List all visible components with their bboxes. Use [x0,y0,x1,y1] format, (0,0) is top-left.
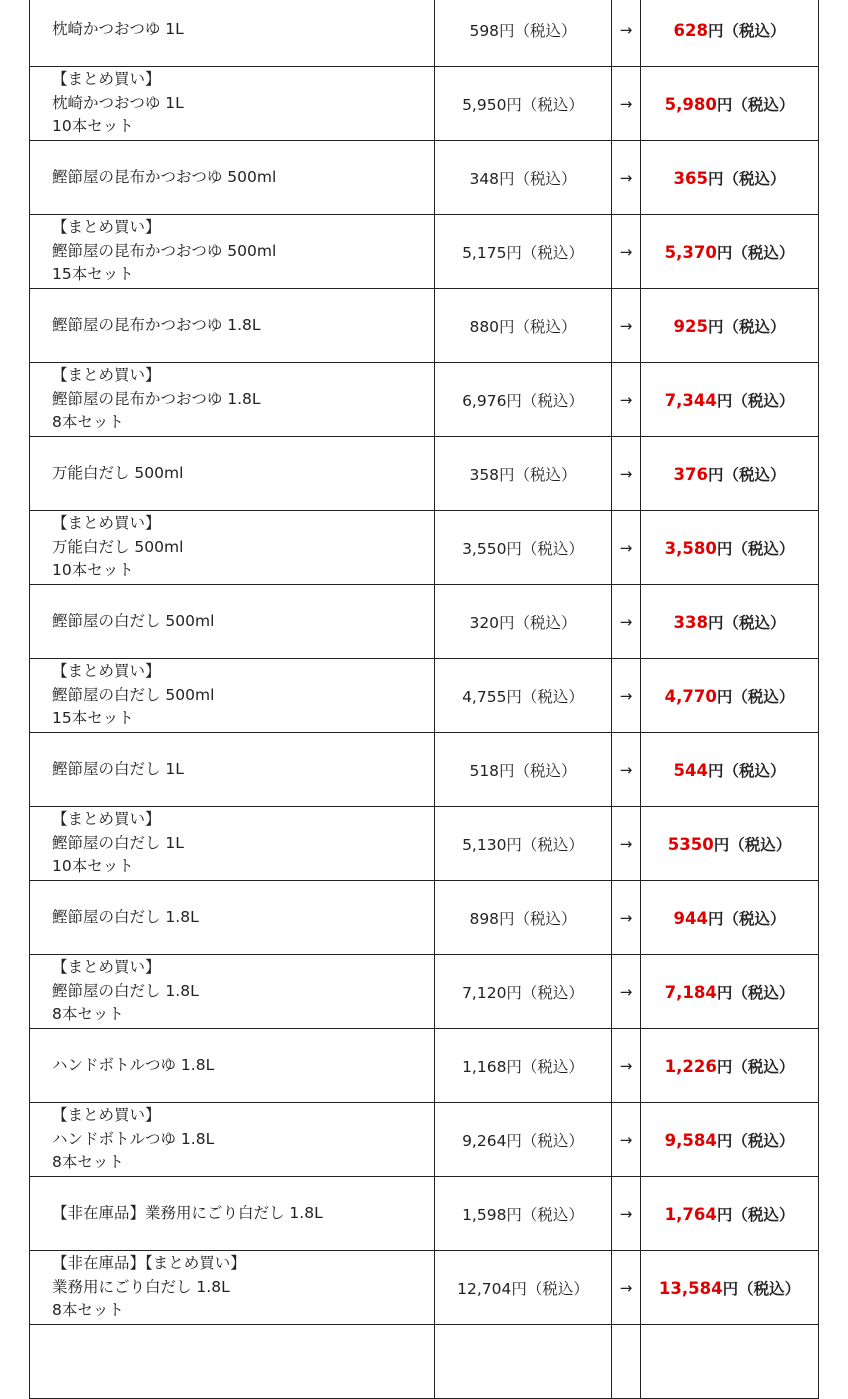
table-row [30,1103,819,1177]
old-price-cell [435,807,612,881]
product-name-line: 【まとめ買い】 [52,218,161,237]
product-name-line: 10本セット [52,561,134,580]
new-price-unit: 円（税込） [707,465,786,484]
table-row [30,1325,819,1399]
old-price: 9,264円（税込） [462,1131,584,1150]
new-price-cell [641,1325,819,1399]
product-name-line: 鰹節屋の昆布かつおつゆ 500ml [52,241,277,260]
new-price-cell [641,1103,819,1177]
old-price-cell [435,955,612,1029]
product-name-cell [30,0,435,67]
old-price: 358円（税込） [469,465,577,484]
new-price-cell [641,659,819,733]
product-name-cell [30,1029,435,1103]
old-price: 518円（税込） [469,761,577,780]
old-price: 1,168円（税込） [462,1057,584,1076]
old-price-cell [435,659,612,733]
price-table-container [29,0,818,1399]
table-row [30,289,819,363]
old-price: 3,550円（税込） [462,539,584,558]
old-price-cell [435,1325,612,1399]
product-name-line: 鰹節屋の白だし 500ml [52,685,215,704]
table-row [30,141,819,215]
new-price-cell [641,437,819,511]
product-name-cell [30,585,435,659]
new-price-cell [641,215,819,289]
new-price-unit: 円（税込） [716,243,795,262]
right-arrow-icon: → [619,1204,633,1223]
old-price-cell [435,141,612,215]
old-price-cell [435,511,612,585]
product-name-cell [30,289,435,363]
right-arrow-icon: → [619,94,633,113]
product-name-line: 枕崎かつおつゆ 1L [52,93,184,112]
old-price: 6,976円（税込） [462,391,584,410]
product-name-cell [30,1251,435,1325]
old-price: 5,175円（税込） [462,243,584,262]
product-name-cell [30,511,435,585]
new-price-unit: 円（税込） [716,1131,795,1150]
old-price-cell [435,1177,612,1251]
product-name-line: 8本セット [52,1005,124,1024]
product-name-cell [30,733,435,807]
new-price-unit: 円（税込） [716,1057,795,1076]
product-name-line: 【まとめ買い】 [52,514,161,533]
old-price-cell [435,1251,612,1325]
old-price: 7,120円（税込） [462,983,584,1002]
product-name-line: 鰹節屋の白だし 1L [52,759,184,778]
table-row [30,437,819,511]
arrow-cell [612,733,641,807]
new-price-cell [641,511,819,585]
new-price-value: 338 [673,612,708,632]
product-name-cell [30,955,435,1029]
product-name-cell [30,881,435,955]
old-price: 880円（税込） [469,317,577,336]
arrow-cell [612,1103,641,1177]
table-row [30,511,819,585]
new-price-cell [641,67,819,141]
arrow-cell [612,659,641,733]
new-price-unit: 円（税込） [707,169,786,188]
new-price-value: 5,980 [664,94,717,114]
old-price-cell [435,215,612,289]
product-name-line: 【まとめ買い】 [52,70,161,89]
old-price-cell [435,733,612,807]
new-price-cell [641,585,819,659]
product-name-line: 15本セット [52,709,134,728]
product-name-line: 【非在庫品】【まとめ買い】 [52,1254,246,1273]
product-name-line: 鰹節屋の白だし 500ml [52,611,215,630]
old-price-cell [435,1029,612,1103]
new-price-unit: 円（税込） [716,95,795,114]
new-price-value: 1,764 [664,1204,717,1224]
product-name-line: 【非在庫品】業務用にごり白だし 1.8L [52,1203,323,1222]
table-row [30,881,819,955]
arrow-cell [612,807,641,881]
old-price: 1,598円（税込） [462,1205,584,1224]
old-price-cell [435,289,612,363]
new-price-cell [641,363,819,437]
right-arrow-icon: → [619,168,633,187]
product-name-line: ハンドボトルつゆ 1.8L [52,1055,215,1074]
product-name-cell [30,807,435,881]
new-price-value: 7,184 [664,982,717,1002]
old-price-cell [435,363,612,437]
old-price: 598円（税込） [469,21,577,40]
table-row [30,1177,819,1251]
product-name-line: 鰹節屋の昆布かつおつゆ 1.8L [52,315,261,334]
product-name-line: 【まとめ買い】 [52,958,161,977]
new-price-cell [641,289,819,363]
table-row [30,955,819,1029]
new-price-unit: 円（税込） [716,687,795,706]
product-name-line: 業務用にごり白だし 1.8L [52,1277,230,1296]
table-row [30,585,819,659]
product-name-cell [30,67,435,141]
new-price-value: 628 [673,20,708,40]
right-arrow-icon: → [619,834,633,853]
old-price-cell [435,585,612,659]
table-row [30,1029,819,1103]
new-price-unit: 円（税込） [707,613,786,632]
new-price-unit: 円（税込） [713,835,792,854]
product-name-line: ハンドボトルつゆ 1.8L [52,1129,215,1148]
table-row [30,67,819,141]
new-price-cell [641,0,819,67]
arrow-cell [612,511,641,585]
product-name-line: 鰹節屋の昆布かつおつゆ 1.8L [52,389,261,408]
right-arrow-icon: → [619,316,633,335]
new-price-value: 376 [673,464,708,484]
right-arrow-icon: → [619,908,633,927]
new-price-value: 365 [673,168,708,188]
product-name-cell [30,1177,435,1251]
new-price-value: 9,584 [664,1130,717,1150]
product-name-line: 【まとめ買い】 [52,1106,161,1125]
product-name-line: 鰹節屋の白だし 1.8L [52,907,199,926]
right-arrow-icon: → [619,1130,633,1149]
new-price-unit: 円（税込） [716,391,795,410]
new-price-cell [641,1029,819,1103]
product-name-line: 鰹節屋の昆布かつおつゆ 500ml [52,167,277,186]
arrow-cell [612,0,641,67]
new-price-value: 925 [673,316,708,336]
table-row [30,363,819,437]
new-price-value: 3,580 [664,538,717,558]
arrow-cell [612,585,641,659]
new-price-value: 944 [673,908,708,928]
old-price: 12,704円（税込） [457,1279,589,1298]
new-price-unit: 円（税込） [707,317,786,336]
product-name-line: 【まとめ買い】 [52,810,161,829]
new-price-value: 7,344 [664,390,717,410]
right-arrow-icon: → [619,760,633,779]
old-price-cell [435,67,612,141]
product-name-cell [30,363,435,437]
product-name-line: 10本セット [52,117,134,136]
right-arrow-icon: → [619,686,633,705]
arrow-cell [612,955,641,1029]
table-row [30,659,819,733]
old-price-cell [435,881,612,955]
product-name-line: 鰹節屋の白だし 1L [52,833,184,852]
right-arrow-icon: → [619,612,633,631]
arrow-cell [612,1029,641,1103]
new-price-unit: 円（税込） [716,539,795,558]
new-price-value: 5,370 [664,242,717,262]
new-price-cell [641,955,819,1029]
old-price: 320円（税込） [469,613,577,632]
right-arrow-icon: → [619,1278,633,1297]
new-price-cell [641,141,819,215]
new-price-cell [641,1251,819,1325]
arrow-cell [612,215,641,289]
old-price: 348円（税込） [469,169,577,188]
product-name-line: 万能白だし 500ml [52,537,184,556]
new-price-cell [641,733,819,807]
product-name-cell [30,141,435,215]
product-name-line: 8本セット [52,1301,124,1320]
new-price-unit: 円（税込） [707,909,786,928]
product-name-line: 15本セット [52,265,134,284]
product-name-line: 8本セット [52,1153,124,1172]
arrow-cell [612,437,641,511]
arrow-cell [612,141,641,215]
old-price: 4,755円（税込） [462,687,584,706]
right-arrow-icon: → [619,1056,633,1075]
new-price-unit: 円（税込） [707,761,786,780]
old-price-cell [435,1103,612,1177]
product-name-line: 枕崎かつおつゆ 1L [52,19,184,38]
new-price-value: 544 [673,760,708,780]
old-price-cell [435,437,612,511]
product-name-line: 鰹節屋の白だし 1.8L [52,981,199,1000]
new-price-unit: 円（税込） [707,21,786,40]
product-name-line: 10本セット [52,857,134,876]
old-price: 898円（税込） [469,909,577,928]
arrow-cell [612,67,641,141]
new-price-value: 1,226 [664,1056,717,1076]
arrow-cell [612,1325,641,1399]
new-price-unit: 円（税込） [722,1279,801,1298]
arrow-cell [612,363,641,437]
product-name-line: 万能白だし 500ml [52,463,184,482]
product-name-cell [30,215,435,289]
right-arrow-icon: → [619,390,633,409]
new-price-cell [641,881,819,955]
new-price-value: 13,584 [658,1278,723,1298]
new-price-value: 5350 [667,834,714,854]
table-row [30,215,819,289]
product-name-cell [30,437,435,511]
old-price: 5,130円（税込） [462,835,584,854]
arrow-cell [612,289,641,363]
old-price: 5,950円（税込） [462,95,584,114]
right-arrow-icon: → [619,982,633,1001]
old-price-cell [435,0,612,67]
table-row [30,807,819,881]
table-row [30,1251,819,1325]
product-name-cell [30,1103,435,1177]
table-row [30,0,819,67]
new-price-value: 4,770 [664,686,717,706]
product-name-line: 8本セット [52,413,124,432]
price-table-body [30,0,819,1399]
product-name-cell [30,659,435,733]
right-arrow-icon: → [619,464,633,483]
new-price-unit: 円（税込） [716,1205,795,1224]
right-arrow-icon: → [619,20,633,39]
product-name-cell [30,1325,435,1399]
right-arrow-icon: → [619,242,633,261]
arrow-cell [612,1251,641,1325]
new-price-cell [641,807,819,881]
product-name-line: 【まとめ買い】 [52,366,161,385]
price-revision-table [29,0,819,1399]
product-name-line: 【まとめ買い】 [52,662,161,681]
arrow-cell [612,881,641,955]
arrow-cell [612,1177,641,1251]
table-row [30,733,819,807]
right-arrow-icon: → [619,538,633,557]
new-price-cell [641,1177,819,1251]
new-price-unit: 円（税込） [716,983,795,1002]
